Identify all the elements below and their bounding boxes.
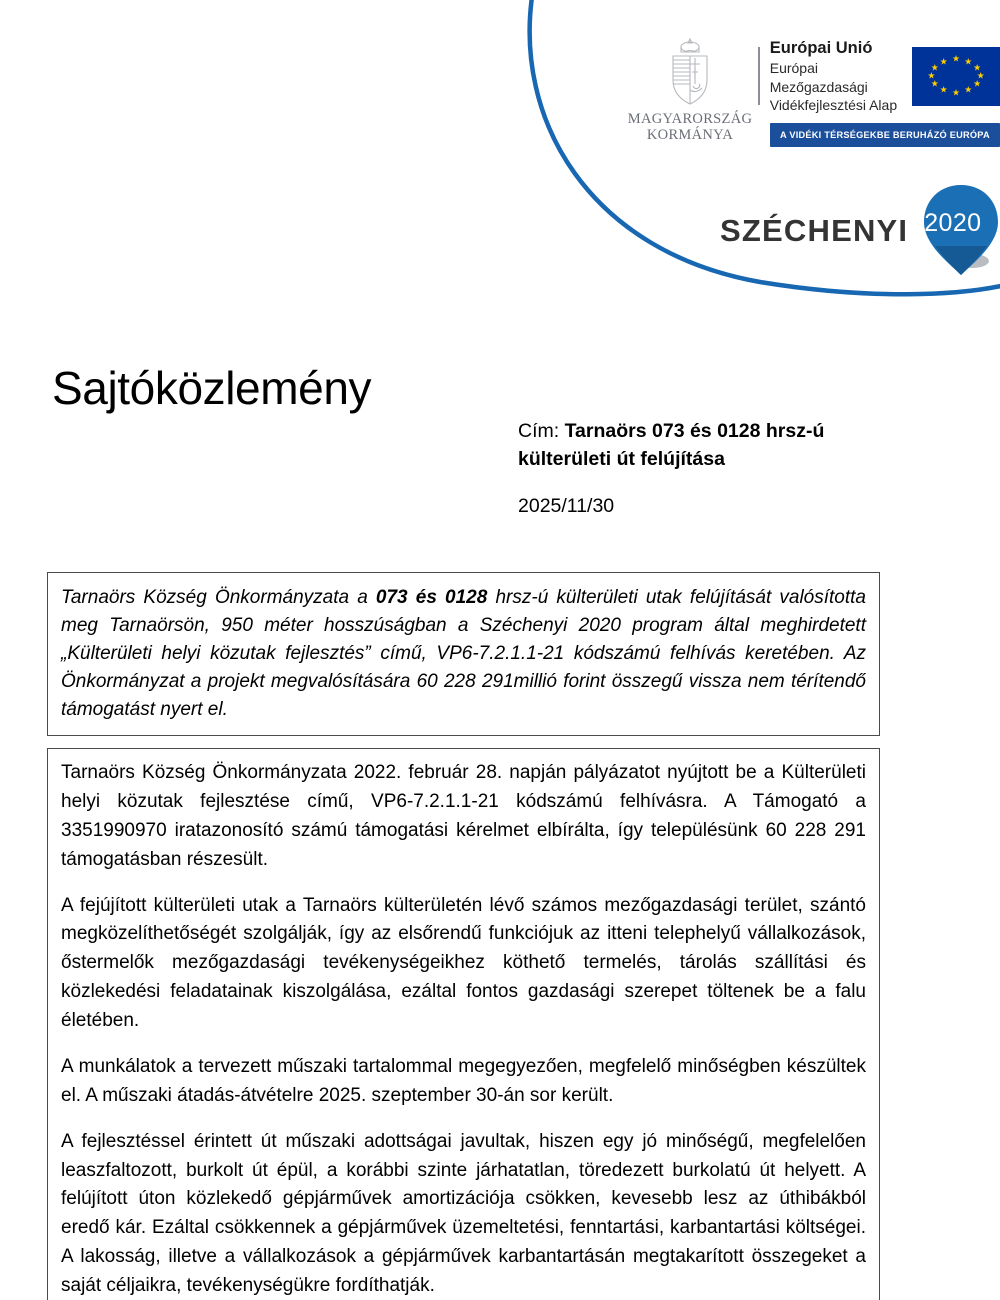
hungarian-coat-of-arms-icon — [662, 34, 718, 108]
eu-banner: A VIDÉKI TÉRSÉGEKBE BERUHÁZÓ EURÓPA — [770, 123, 1000, 147]
body-text-box — [47, 748, 880, 1300]
project-title-line — [518, 418, 918, 473]
logo-row — [627, 34, 1000, 147]
eu-line2: Európai Mezőgazdasági — [769, 60, 868, 95]
szechenyi-year: 2020 — [924, 209, 982, 237]
lead-part1: Tarnaörs Község Önkormányzata a — [61, 587, 376, 608]
project-title-value: Tarnaörs 073 és 0128 hrsz-ú külterületi út felújítása — [518, 420, 825, 470]
lead-paragraph — [61, 584, 866, 725]
body-paragraph-3: A munkálatok a tervezett műszaki tartalommal megegyezően, megfelelő minőségben készültek el. A műszaki átadás-átvételre 2025. szeptember 30-án sor került. — [61, 1055, 866, 1106]
eu-text-block — [770, 38, 912, 114]
body-paragraph-1: Tarnaörs Község Önkormányzata 2022. február 28. napján pályázatot nyújtott be a Külterületi helyi közutak fejlesztése című, VP6-7.2.1.1-21 kódszámú felhívásra. A Támogató a 3351990970 iratazonosító számú támogatási kérelmet elbírálta, így településünk 60 228 291 támogatásban részesült. — [61, 762, 866, 870]
lead-bold-parcels: 073 és 0128 — [375, 587, 488, 608]
page-title: Sajtóközlemény — [52, 361, 372, 414]
lead-part2: hrsz-ú külterületi utak felújítását valósította meg Tarnaörsön, 950 méter hosszúságban a Széchenyi 2020 program által meghirdetett „Külterületi helyi közutak fejlesztés” című, VP6-7.2.1.1-21 kódszámú felhívás keretében. Az Önkormányzat a projekt megvalósítására 60 228 291millió forint összegű vissza nem térítendő támogatást nyert el. — [61, 587, 867, 721]
eu-title: Európai Unió — [769, 39, 873, 57]
subtitle-block — [518, 418, 918, 521]
szechenyi-2020-logo — [720, 183, 1000, 279]
hu-gov-line1: MAGYARORSZÁG — [627, 111, 753, 127]
szechenyi-wordmark: SZÉCHENYI — [720, 213, 909, 248]
european-union-logo — [758, 34, 1000, 147]
publication-date: 2025/11/30 — [518, 495, 615, 518]
lead-paragraph-box — [47, 572, 880, 736]
map-pin-icon — [918, 183, 1000, 279]
eu-flag-icon: ★ ★ ★ ★ ★ ★ ★ ★ ★ ★ ★ ★ — [912, 47, 1000, 106]
eu-divider — [758, 47, 760, 105]
eu-top-row — [758, 38, 1000, 114]
eu-line3: Vidékfejlesztési Alap — [769, 96, 898, 113]
hungarian-government-logo — [627, 34, 753, 144]
hungarian-government-label — [628, 111, 752, 143]
cim-label: Cím: — [518, 420, 565, 442]
body-paragraph-2: A fejújított külterületi utak a Tarnaörs külterületén lévő számos mezőgazdasági terület, szántó megközelíthetőségét szolgálják, így az elsőrendű funkciójuk az itteni telephelyű vállalkozások, őstermelők mezőgazdasági tevékenységeikhez köthető termelés, tárolás szállítási és közlekedési feladatainak kiszolgálása, ezáltal fontos gazdasági szerepet töltenek be a falu életében. — [61, 894, 866, 1031]
hu-gov-line2: KORMÁNYA — [646, 127, 734, 144]
body-paragraph-4: A fejlesztéssel érintett út műszaki adottságai javultak, hiszen egy jó minőségű, megfelelően leaszfaltozott, burkolt út épül, a korábbi szinte járhatatlan, töredezett burkolatú út helyett. A felújított úton közlekedő gépjárművek amortizációja csökken, kevesebb lesz az úthibákból eredő kár. Ezáltal csökkennek a gépjárművek üzemeltetési, fenntartási, karbantartási költségei. A lakosság, illetve a vállalkozások a gépjárművek karbantartásán megtakarított összegeket a saját céljaikra, tevékenységükre fordíthatják. — [61, 1130, 866, 1296]
document-header — [0, 0, 1000, 310]
